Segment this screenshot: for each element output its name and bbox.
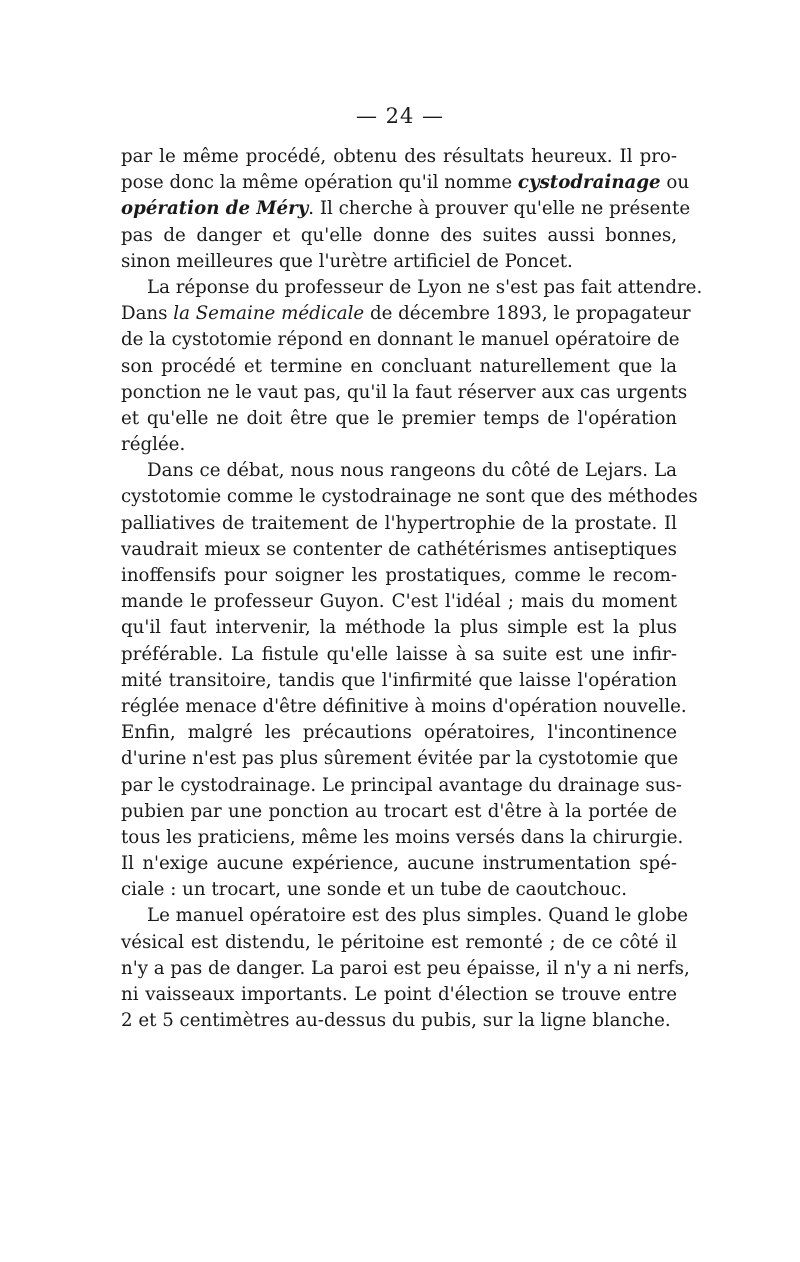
emphasis-text: opération de Méry xyxy=(121,198,309,220)
text-line xyxy=(121,615,677,641)
text-line xyxy=(121,432,677,458)
text-segment: ou xyxy=(660,172,690,194)
text-segment: Enfin, malgré les précautions opératoires, l'incontinence xyxy=(121,722,677,744)
text-segment: réglée. xyxy=(121,434,186,456)
text-segment: tous les praticiens, même les moins versés dans la chirurgie. xyxy=(121,826,684,848)
text-segment: pas de danger et qu'elle donne des suites aussi bonnes, xyxy=(121,224,677,246)
text-segment: palliatives de traitement de l'hypertrophie de la prostate. Il xyxy=(121,512,677,534)
text-line xyxy=(121,642,677,668)
text-line xyxy=(121,877,677,903)
paragraph xyxy=(121,275,703,458)
text-line xyxy=(121,144,677,170)
text-line xyxy=(121,511,677,537)
text-segment: ni vaisseaux importants. Le point d'élection se trouve entre xyxy=(121,984,677,1005)
emphasis-text: cystodrainage xyxy=(517,172,661,194)
paragraph xyxy=(121,903,690,1034)
text-segment: inoffensifs pour soigner les prostatiques, comme le recom- xyxy=(121,565,677,586)
paragraph xyxy=(121,458,698,903)
text-line xyxy=(121,956,690,982)
page-number: — 24 — xyxy=(355,104,445,128)
text-segment: par le cystodrainage. Le principal avantage du drainage sus- xyxy=(121,774,682,796)
text-segment: Le manuel opératoire est des plus simples. Quand le globe xyxy=(147,905,688,927)
text-segment: cystotomie comme le cystodrainage ne sont que des méthodes xyxy=(121,486,698,508)
text-segment: ciale : un trocart, une sonde et un tube de caoutchouc. xyxy=(121,879,628,901)
text-line xyxy=(121,354,677,380)
text-segment: mande le professeur Guyon. C'est l'idéal ; mais du moment xyxy=(121,591,677,613)
text-line xyxy=(121,589,677,615)
text-segment: 2 et 5 centimètres au-dessus du pubis, sur la ligne blanche. xyxy=(121,1010,671,1032)
text-line xyxy=(121,406,677,432)
text-line xyxy=(121,327,680,353)
text-segment: Dans ce débat, nous nous rangeons du côté de Lejars. La xyxy=(147,460,677,482)
text-line xyxy=(121,484,698,510)
text-line xyxy=(121,930,677,956)
text-segment: vésical est distendu, le péritoine est remonté ; de ce côté il xyxy=(121,931,677,953)
text-line xyxy=(121,720,677,746)
text-segment: pose donc la même opération qu'il nomme xyxy=(121,172,518,194)
text-segment: pubien par une ponction au trocart est d'être à la portée de xyxy=(121,800,677,822)
text-line xyxy=(121,903,688,929)
text-line xyxy=(121,825,684,851)
text-line xyxy=(121,668,677,694)
text-line xyxy=(121,563,677,589)
text-segment: vaudrait mieux se contenter de cathétérismes antiseptiques xyxy=(121,538,677,560)
text-line xyxy=(121,249,677,275)
text-segment: qu'il faut intervenir, la méthode la plus simple est la plus xyxy=(121,617,677,639)
text-segment: de la cystotomie répond en donnant le manuel opératoire de xyxy=(121,329,680,351)
text-line xyxy=(121,694,687,720)
emphasis-text: la Semaine médicale xyxy=(173,303,365,325)
text-line xyxy=(121,1008,677,1034)
text-line xyxy=(121,170,690,196)
text-segment: mité transitoire, tandis que l'infirmité que laisse l'opération xyxy=(121,669,677,691)
text-segment: n'y a pas de danger. La paroi est peu épaisse, il n'y a ni nerfs, xyxy=(121,957,690,979)
text-line xyxy=(121,458,677,484)
text-line xyxy=(121,982,677,1008)
text-line xyxy=(121,380,688,406)
text-line xyxy=(121,773,682,799)
paragraph xyxy=(121,144,691,275)
text-line xyxy=(121,851,677,877)
text-line xyxy=(121,746,677,772)
text-line xyxy=(121,275,703,301)
text-segment: réglée menace d'être définitive à moins d'opération nouvelle. xyxy=(121,695,687,717)
text-segment: d'urine n'est pas plus sûrement évitée par la cystotomie que xyxy=(121,748,679,770)
text-segment: Dans xyxy=(121,303,174,325)
text-segment: ponction ne le vaut pas, qu'il la faut réserver aux cas urgents xyxy=(121,381,688,403)
text-segment: . Il cherche à prouver qu'elle ne présente xyxy=(308,198,691,220)
text-segment: de décembre 1893, le propagateur xyxy=(364,303,691,325)
text-line xyxy=(121,223,677,249)
text-line xyxy=(121,799,677,825)
body-text xyxy=(121,144,703,1034)
text-segment: La réponse du professeur de Lyon ne s'est pas fait attendre. xyxy=(147,276,703,298)
text-segment: préférable. La fistule qu'elle laisse à sa suite est une infir- xyxy=(121,643,677,665)
text-segment: Il n'exige aucune expérience, aucune instrumentation spé- xyxy=(121,853,677,875)
text-line xyxy=(121,301,691,327)
text-segment: sinon meilleures que l'urètre artificiel de Poncet. xyxy=(121,250,573,272)
text-line xyxy=(121,537,677,563)
text-segment: son procédé et termine en concluant naturellement que la xyxy=(121,355,677,377)
text-segment: et qu'elle ne doit être que le premier temps de l'opération xyxy=(121,407,677,429)
text-line xyxy=(121,196,691,222)
text-segment: par le même procédé, obtenu des résultats heureux. Il pro- xyxy=(121,146,677,167)
